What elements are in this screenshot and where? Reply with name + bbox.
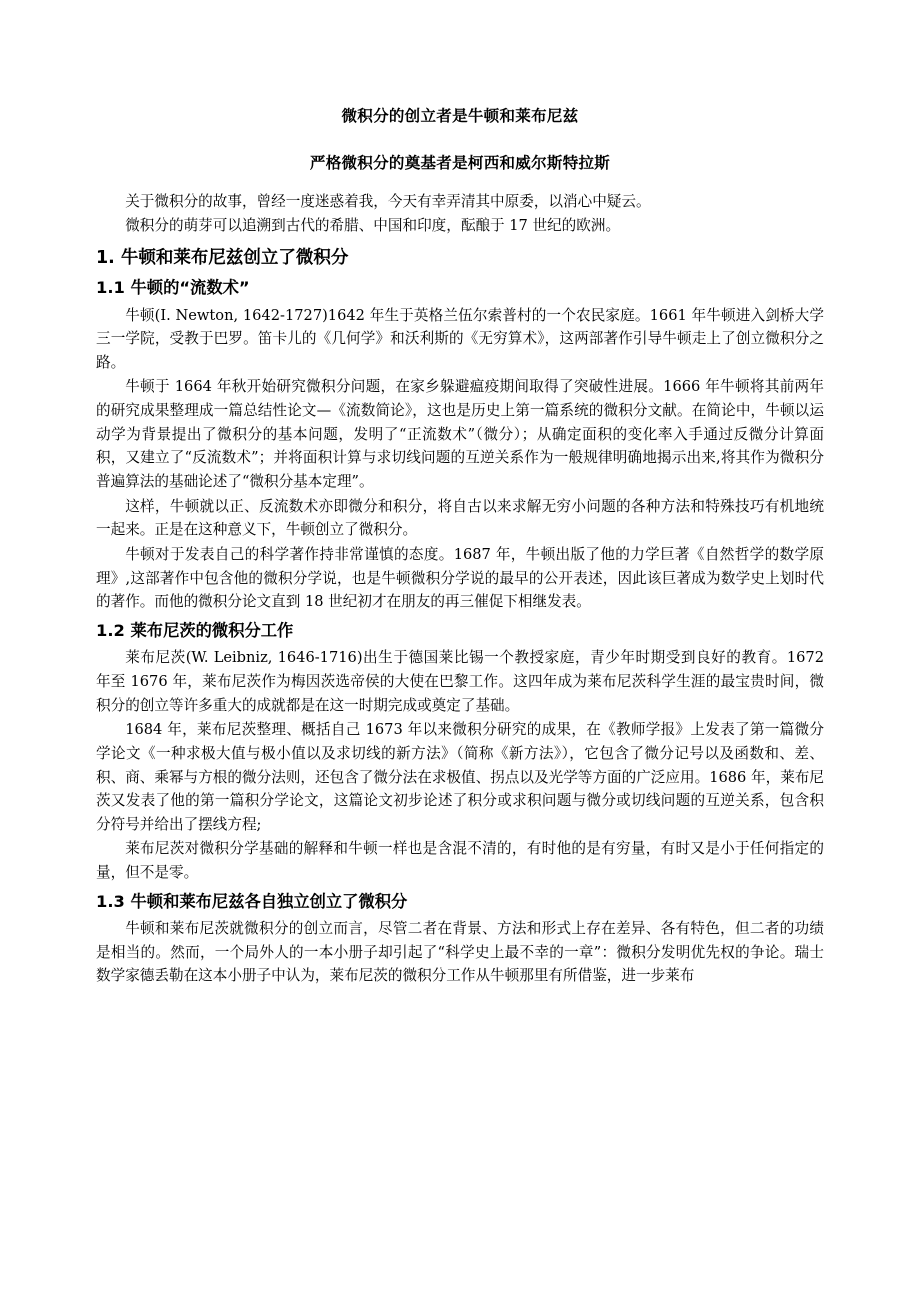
paragraph: 1684 年，莱布尼茨整理、概括自己 1673 年以来微积分研究的成果，在《教师学报》上发表了第一篇微分学论文《一种求极大值与极小值以及求切线的新方法》（简称《新方法》），它包含了微分记号以及函数和、差、积、商、乘幂与方根的微分法则，还包含了微分法在求极值、拐点以及光学等方面的广泛应用。1686 年，莱布尼茨又发表了他的第一篇积分学论文，这篇论文初步论述了积分或求积问题与微分或切线问题的互逆关系，包含积分符号并给出了摆线方程; — [96, 721, 824, 833]
paragraph: 这样，牛顿就以正、反流数术亦即微分和积分，将自古以来求解无穷小问题的各种方法和特殊技巧有机地统一起来。正是在这种意义下，牛顿创立了微积分。 — [96, 497, 824, 539]
subsection-heading-1-2: 1.2 莱布尼茨的微积分工作 — [96, 620, 294, 640]
intro-paragraph-1: 关于微积分的故事，曾经一度迷惑着我，今天有幸弄清其中原委，以消心中疑云。 — [125, 192, 651, 210]
subsection-heading-1-3: 1.3 牛顿和莱布尼兹各自独立创立了微积分 — [96, 891, 408, 911]
paragraph: 牛顿(I. Newton, 1642-1727)1642 年生于英格兰伍尔索普村的一个农民家庭。1661 年牛顿进入剑桥大学三一学院，受教于巴罗。笛卡儿的《几何学》和沃利斯的《无穷算术》，这两部著作引导牛顿走上了创立微积分之路。 — [96, 306, 824, 371]
paragraph: 莱布尼茨对微积分学基础的解释和牛顿一样也是含混不清的，有时他的是有穷量，有时又是小于任何指定的量，但不是零。 — [96, 840, 824, 882]
section-heading-1: 1. 牛顿和莱布尼兹创立了微积分 — [96, 247, 349, 268]
paragraph: 牛顿对于发表自己的科学著作持非常谨慎的态度。1687 年，牛顿出版了他的力学巨著《自然哲学的数学原理》,这部著作中包含他的微积分学说，也是牛顿微积分学说的最早的公开表述，因此该巨著成为数学史上划时代的著作。而他的微积分论文直到 18 世纪初才在朋友的再三催促下相继发表。 — [96, 545, 824, 611]
paragraph: 牛顿于 1664 年秋开始研究微积分问题，在家乡躲避瘟疫期间取得了突破性进展。1666 年牛顿将其前两年的研究成果整理成一篇总结性论文—《流数简论》，这也是历史上第一篇系统的微积分文献。在简论中，牛顿以运动学为背景提出了微积分的基本问题，发明了“正流数术”（微分）；从确定面积的变化率入手通过反微分计算面积，又建立了“反流数术”；并将面积计算与求切线问题的互逆关系作为一般规律明确地揭示出来,将其作为微积分普遍算法的基础论述了“微积分基本定理”。 — [96, 378, 824, 491]
intro-paragraph-2: 微积分的萌芽可以追溯到古代的希腊、中国和印度，酝酿于 17 世纪的欧洲。 — [125, 217, 621, 235]
subsection-heading-1-1: 1.1 牛顿的“流数术” — [96, 278, 250, 298]
paragraph: 牛顿和莱布尼茨就微积分的创立而言，尽管二者在背景、方法和形式上存在差异、各有特色，但二者的功绩是相当的。然而，一个局外人的一本小册子却引起了“科学史上最不幸的一章”：微积分发明优先权的争论。瑞士数学家德丢勒在这本小册子中认为，莱布尼茨的微积分工作从牛顿那里有所借鉴，进一步莱布 — [96, 920, 824, 985]
page-subtitle: 严格微积分的奠基者是柯西和威尔斯特拉斯 — [309, 152, 611, 172]
paragraph: 莱布尼茨(W. Leibniz, 1646-1716)出生于德国莱比锡一个教授家庭，青少年时期受到良好的教育。1672 年至 1676 年，莱布尼茨作为梅因茨选帝侯的大使在巴黎工作。这四年成为莱布尼茨科学生涯的最宝贵时间，微积分的创立等许多重大的成就都是在这一时期完成或奠定了基础。 — [96, 649, 824, 714]
page-title: 微积分的创立者是牛顿和莱布尼兹 — [341, 106, 579, 125]
